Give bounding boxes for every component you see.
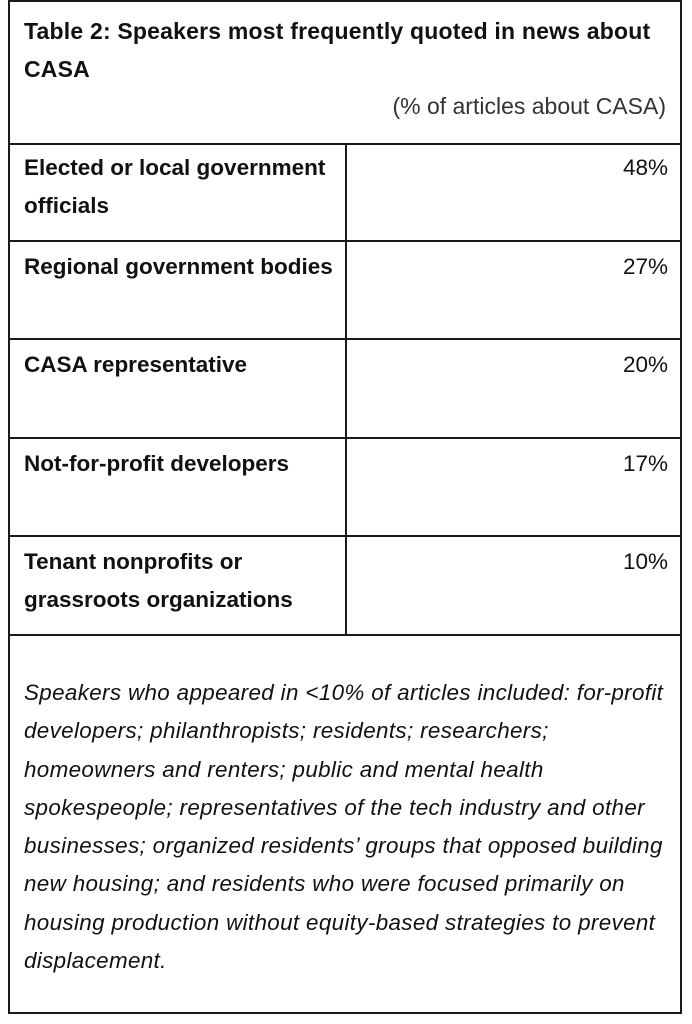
table-row (10, 143, 680, 242)
row-value: 48% (622, 155, 668, 180)
table-row (10, 242, 680, 341)
row-value: 17% (622, 450, 668, 476)
row-label: Elected or local government officials (24, 155, 326, 218)
table-unit-label: (% of articles about CASA) (392, 93, 666, 119)
row-value: 10% (622, 549, 668, 574)
row-label: Tenant nonprofits or grassroots organizations (24, 549, 293, 612)
column-divider (345, 242, 347, 339)
speakers-table (8, 0, 682, 1014)
row-label: Not-for-profit developers (24, 450, 290, 476)
row-value: 20% (622, 352, 668, 377)
table-row (10, 439, 680, 538)
row-value: 27% (622, 253, 668, 279)
column-divider (345, 537, 347, 634)
table-row (10, 340, 680, 439)
table-body (10, 143, 680, 636)
table-title: Table 2: Speakers most frequently quoted in news about CASA (24, 18, 651, 82)
table-row (10, 537, 680, 636)
table-header (10, 2, 680, 145)
column-divider (345, 143, 347, 240)
row-label: Regional government bodies (24, 253, 333, 279)
column-divider (345, 439, 347, 536)
column-divider (345, 340, 347, 437)
row-label: CASA representative (24, 352, 248, 377)
table-footnote: Speakers who appeared in <10% of articles included: for-profit developers; philanthropists; residents; researchers; homeowners and renters; public and mental health spokespeople; representatives of the tech industry and other businesses; organized residents’ groups that opposed building new housing; and residents who were focused primarily on housing production without equity-based strategies to prevent displacement. (24, 680, 664, 974)
